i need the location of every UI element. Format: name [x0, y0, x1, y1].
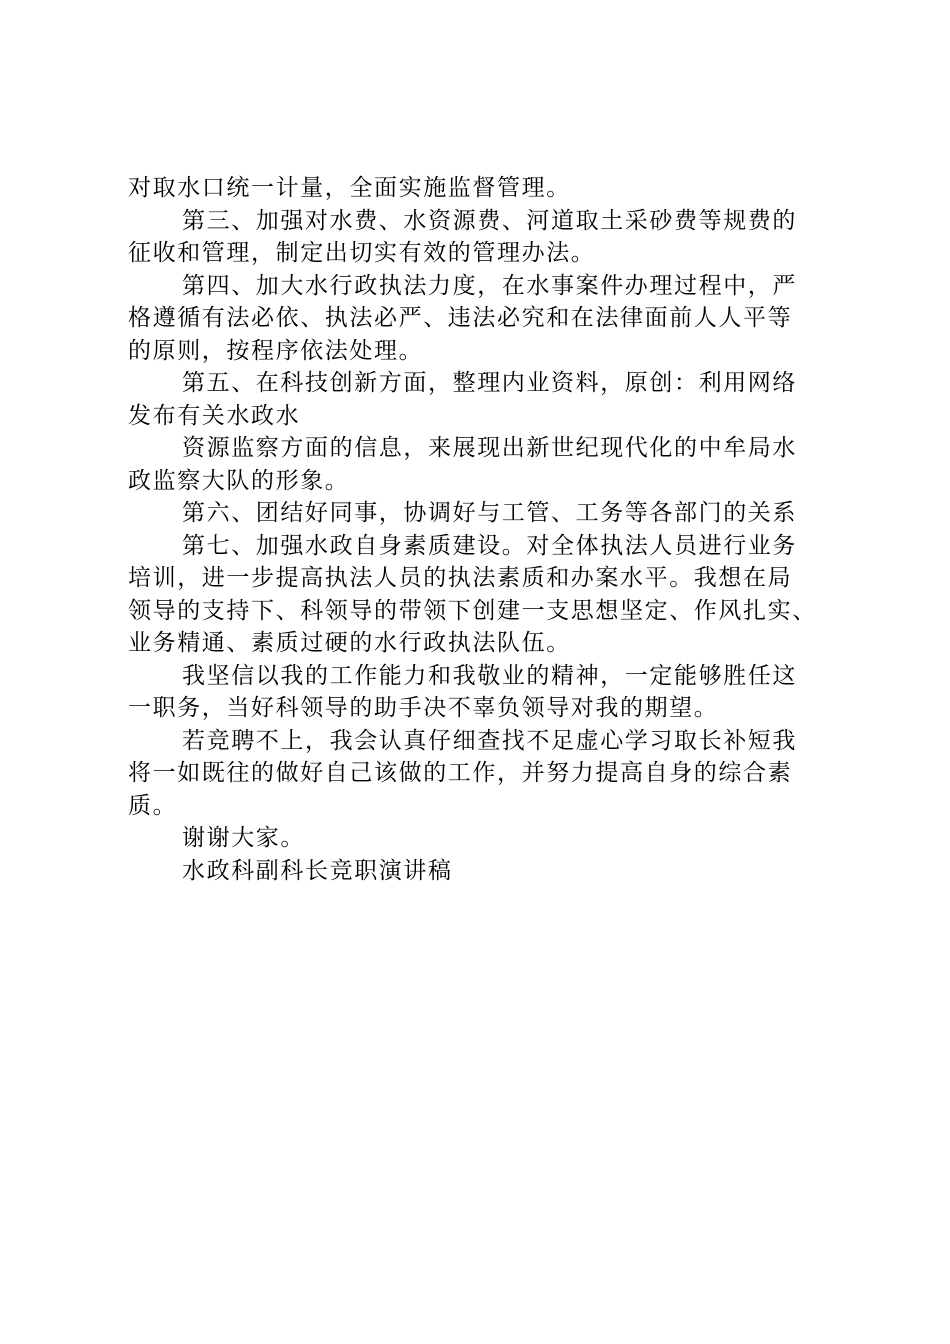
text-line: 征收和管理，制定出切实有效的管理办法。 [128, 240, 596, 266]
document-body [128, 172, 838, 887]
text-line: 第七、加强水政自身素质建设。对全体执法人员进行业务 [182, 532, 797, 559]
text-line: 的原则，按程序依法处理。 [128, 337, 424, 364]
text-line: 第五、在科技创新方面，整理内业资料，原创：利用网络 [182, 370, 797, 396]
text-line: 培训，进一步提高执法人员的执法素质和办案水平。我想在局 [128, 565, 793, 591]
text-line: 发布有关水政水 [128, 402, 301, 429]
text-line: 格遵循有法必依、执法必严、违法必究和在法律面前人人平等 [128, 305, 793, 331]
text-line: 资源监察方面的信息，来展现出新世纪现代化的中牟局水 [182, 435, 797, 461]
text-line: 政监察大队的形象。 [128, 467, 350, 494]
text-line: 一职务，当好科领导的助手决不辜负领导对我的期望。 [128, 695, 719, 721]
text-line: 将一如既往的做好自己该做的工作，并努力提高自身的综合素 [128, 760, 793, 786]
text-line: 我坚信以我的工作能力和我敬业的精神，一定能够胜任这 [182, 662, 797, 689]
text-line: 第三、加强对水费、水资源费、河道取土采砂费等规费的 [182, 207, 797, 234]
text-line: 若竞聘不上，我会认真仔细查找不足虚心学习取长补短我 [182, 727, 797, 754]
text-line: 质。 [128, 792, 178, 819]
text-line: 第六、团结好同事，协调好与工管、工务等各部门的关系 [182, 500, 797, 526]
document-title-footer: 水政科副科长竞职演讲稿 [182, 857, 453, 884]
text-line: 业务精通、素质过硬的水行政执法队伍。 [128, 630, 571, 656]
text-line: 领导的支持下、科领导的带领下创建一支思想坚定、作风扎实、 [128, 597, 817, 624]
text-line: 第四、加大水行政执法力度，在水事案件办理过程中，严 [182, 272, 797, 299]
text-line: 对取水口统一计量，全面实施监督管理。 [128, 175, 571, 201]
closing-text: 谢谢大家。 [182, 825, 305, 851]
